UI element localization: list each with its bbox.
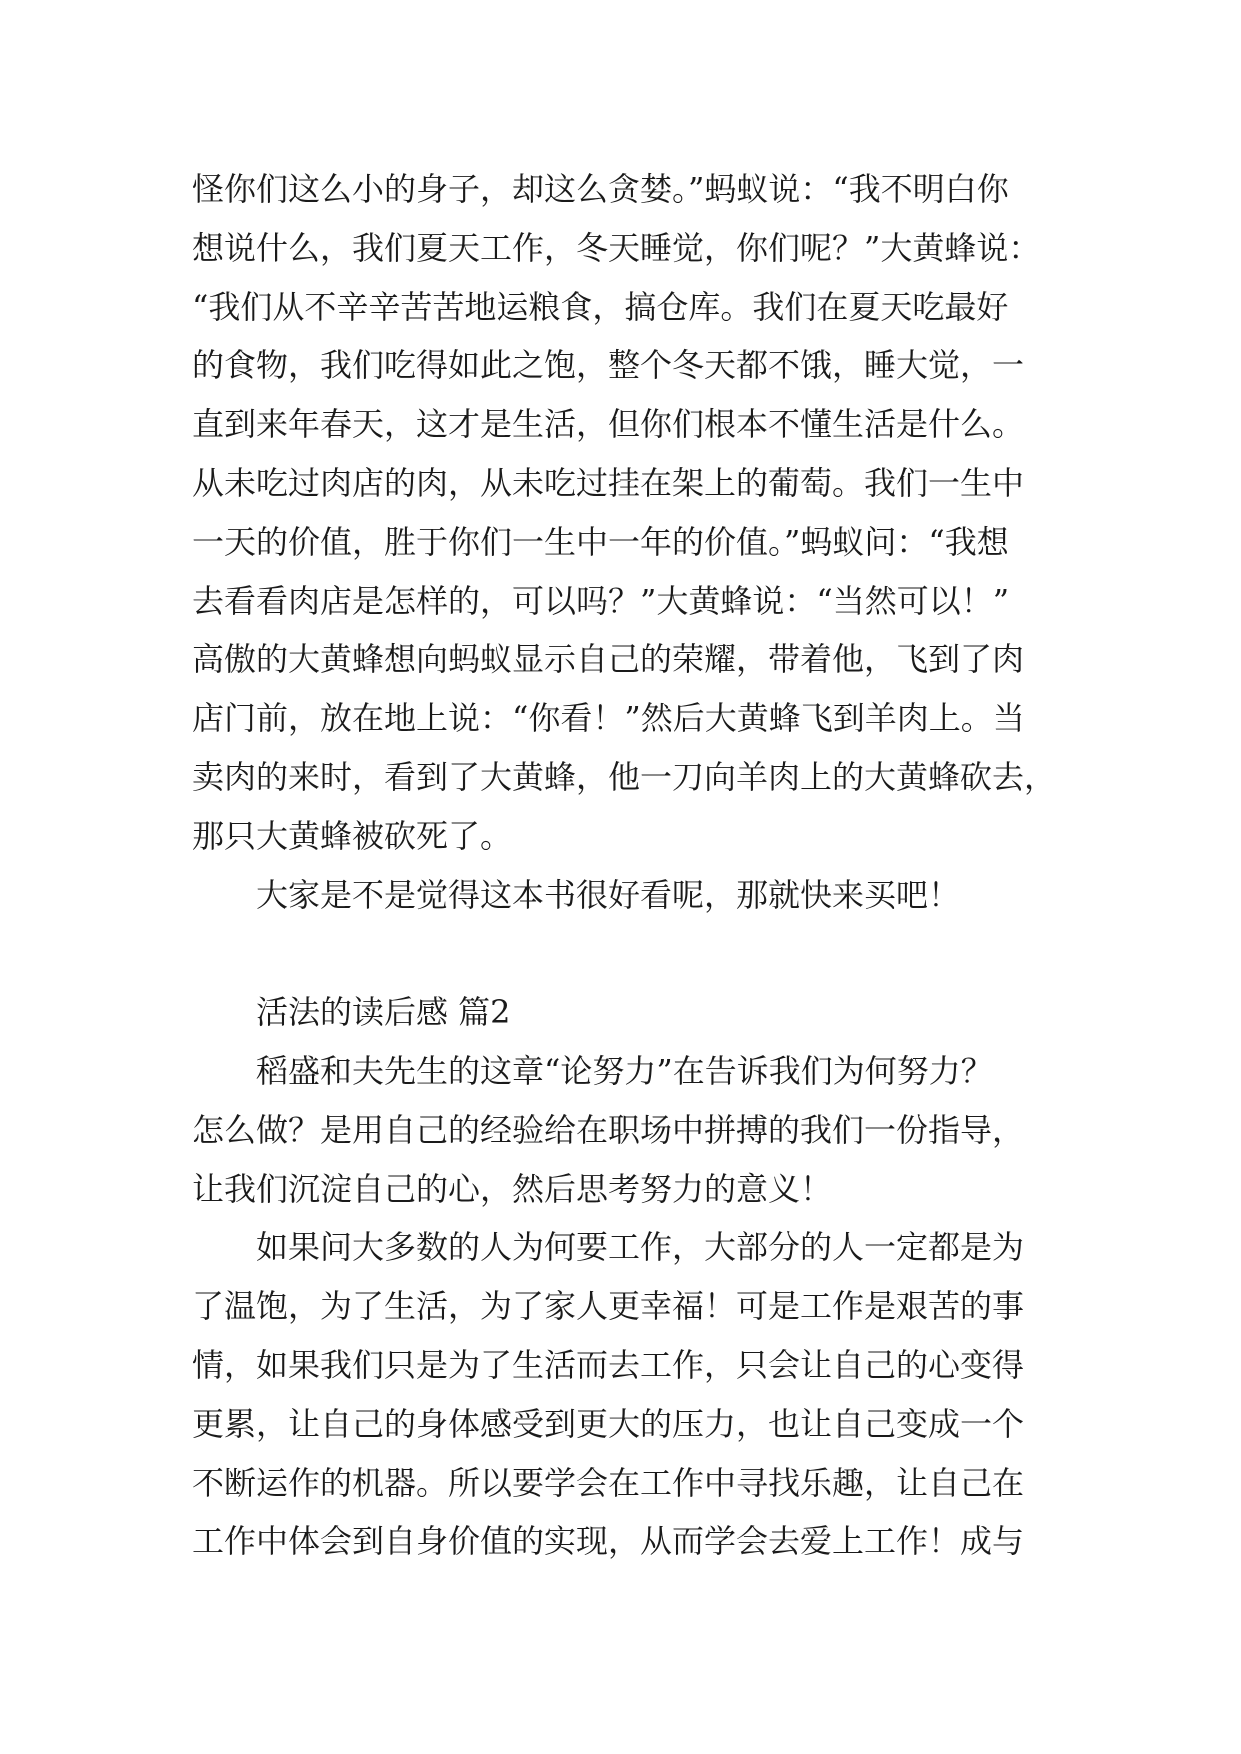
document-body — [192, 160, 1072, 1571]
text-line: 从未吃过肉店的肉，从未吃过挂在架上的葡萄。我们一生中 — [192, 463, 1025, 502]
text-line: 想说什么，我们夏天工作，冬天睡觉，你们呢？”大黄蜂说： — [192, 228, 1041, 267]
text-line: 更累，让自己的身体感受到更大的压力，也让自己变成一个 — [192, 1404, 1025, 1443]
text-line: 工作中体会到自身价值的实现，从而学会去爱上工作！成与 — [192, 1522, 1025, 1561]
paragraph-first-line: 稻盛和夫先生的这章“论努力”在告诉我们为何努力？ — [256, 1051, 993, 1090]
section-heading: 活法的读后感 篇2 — [256, 993, 511, 1032]
text-line: 卖肉的来时，看到了大黄蜂，他一刀向羊肉上的大黄蜂砍去， — [192, 757, 1057, 796]
text-line: 不断运作的机器。所以要学会在工作中寻找乐趣，让自己在 — [192, 1463, 1025, 1502]
text-line: 去看看肉店是怎样的，可以吗？”大黄蜂说：“当然可以！” — [192, 581, 1010, 620]
text-line: 店门前，放在地上说：“你看！”然后大黄蜂飞到羊肉上。当 — [192, 699, 1025, 738]
text-line: 高傲的大黄蜂想向蚂蚁显示自己的荣耀，带着他，飞到了肉 — [192, 640, 1025, 679]
text-line: 一天的价值，胜于你们一生中一年的价值。”蚂蚁问：“我想 — [192, 522, 1009, 561]
text-line: 情，如果我们只是为了生活而去工作，只会让自己的心变得 — [192, 1345, 1025, 1384]
text-line: 的食物，我们吃得如此之饱，整个冬天都不饿，睡大觉，一 — [192, 346, 1025, 385]
text-line: 那只大黄蜂被砍死了。 — [192, 816, 513, 855]
text-line: 了温饱，为了生活，为了家人更幸福！可是工作是艰苦的事 — [192, 1287, 1025, 1326]
text-line: 直到来年春天，这才是生活，但你们根本不懂生活是什么。 — [192, 405, 1025, 444]
paragraph-gap — [192, 924, 1072, 983]
paragraph-first-line: 如果问大多数的人为何要工作，大部分的人一定都是为 — [256, 1228, 1025, 1267]
text-line: “我们从不辛辛苦苦地运粮食，搞仓库。我们在夏天吃最好 — [192, 287, 1009, 326]
text-line: 让我们沉淀自己的心，然后思考努力的意义！ — [192, 1169, 833, 1208]
paragraph-first-line: 大家是不是觉得这本书很好看呢，那就快来买吧！ — [256, 875, 961, 914]
text-line: 怪你们这么小的身子，却这么贪婪。”蚂蚁说：“我不明白你 — [192, 170, 1009, 208]
text-line: 怎么做？是用自己的经验给在职场中拼搏的我们一份指导， — [192, 1110, 1025, 1149]
